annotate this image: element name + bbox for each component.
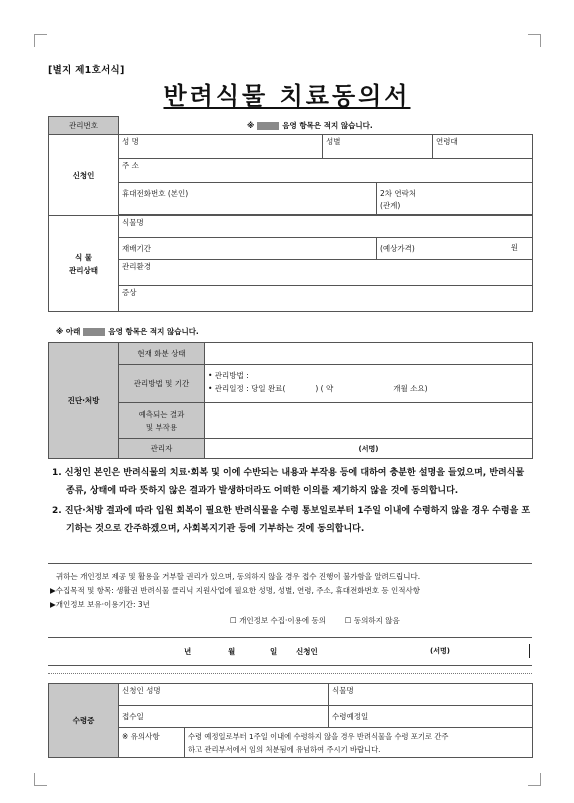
applicant-table bbox=[48, 116, 533, 312]
receipt-applicant-name-field[interactable]: 신청인 성명 bbox=[119, 684, 329, 706]
receipt-section-label: 수령증 bbox=[49, 684, 119, 758]
cursor-mark bbox=[529, 644, 530, 658]
expected-result-field[interactable] bbox=[205, 403, 533, 439]
month-label: 월 bbox=[228, 647, 236, 656]
second-contact-field[interactable]: 2차 연락처 (관계) bbox=[377, 183, 533, 215]
applicant-signature[interactable]: (서명) bbox=[430, 647, 450, 655]
method-period-label: 관리방법 및 기간 bbox=[119, 365, 205, 403]
day-label: 일 bbox=[270, 647, 278, 656]
privacy-purpose: ▶수집목적 및 항목: 생활권 반려식물 클리닉 지원사업에 필요한 성명, 성별, 연령, 주소, 휴대전화번호 등 인적사항 bbox=[50, 586, 420, 595]
price-field[interactable]: (예상가격) 원 bbox=[377, 238, 533, 260]
environment-field[interactable]: 관리환경 bbox=[119, 260, 533, 286]
mid-notice: ※ 아래 음영 항목은 적지 않습니다. bbox=[56, 327, 199, 336]
plant-section-label: 식 물 관리상태 bbox=[49, 216, 119, 312]
name-field[interactable]: 성 명 bbox=[119, 135, 323, 159]
applicant-section-label: 신청인 bbox=[49, 135, 119, 216]
expected-result-label: 예측되는 결과 및 부작용 bbox=[119, 403, 205, 439]
applicant-sign-label: 신청인 bbox=[296, 647, 318, 656]
privacy-bottom-rule bbox=[48, 637, 532, 638]
privacy-block bbox=[50, 570, 534, 628]
privacy-agree-checkbox[interactable]: ☐ 개인정보 수집·이용에 동의 bbox=[230, 616, 326, 625]
privacy-intro: 귀하는 개인정보 제공 및 활용을 거부할 권리가 있으며, 동의하지 않을 경우 접수 진행이 불가함을 알려드립니다. bbox=[56, 572, 421, 581]
caution-text: 수령 예정일로부터 1주일 이내에 수령하지 않을 경우 반려식물을 수령 포기로 간주 하고 관리부서에서 임의 처분됨에 유념하여 주시기 바랍니다. bbox=[185, 728, 533, 758]
consent-block bbox=[52, 464, 532, 540]
won-unit: 원 bbox=[510, 243, 518, 252]
privacy-top-rule bbox=[48, 563, 532, 564]
crop-mark-bottom-right bbox=[528, 773, 541, 786]
address-field[interactable]: 주 소 bbox=[119, 159, 533, 183]
receipt-plant-name-field[interactable]: 식물명 bbox=[329, 684, 533, 706]
symptom-field[interactable]: 증상 bbox=[119, 286, 533, 312]
manager-signature-field[interactable]: (서명) bbox=[205, 439, 533, 459]
cut-line bbox=[48, 673, 532, 674]
diagnosis-section-label: 진단·처방 bbox=[49, 343, 119, 459]
crop-mark-top-left bbox=[34, 34, 47, 47]
crop-mark-bottom-left bbox=[34, 773, 47, 786]
age-field[interactable]: 연령대 bbox=[433, 135, 533, 159]
top-notice: ※ 음영 항목은 적지 않습니다. bbox=[119, 117, 533, 135]
caution-label: ※ 유의사항 bbox=[119, 728, 185, 758]
form-code: [별지 제1호서식] bbox=[48, 65, 125, 76]
year-label: 년 bbox=[184, 647, 192, 656]
cultivation-field[interactable]: 재배기간 bbox=[119, 238, 377, 260]
received-date-field[interactable]: 접수일 bbox=[119, 706, 329, 728]
consent-item-2: 2. 진단·처방 결과에 따라 입원 회복이 필요한 반려식물을 수령 통보일로부터 1주일 이내에 수령하지 않을 경우 수령을 포기하는 것으로 간주하겠으며, 사회복지기관 등에 기부하는 것에 동의합니다. bbox=[52, 506, 531, 534]
current-state-label: 현재 화분 상태 bbox=[119, 343, 205, 365]
shade-swatch-icon bbox=[83, 328, 105, 336]
mobile-field[interactable]: 휴대전화번호 (본인) bbox=[119, 183, 377, 215]
mgmt-no-label: 관리번호 bbox=[49, 117, 119, 135]
shade-swatch-icon bbox=[257, 122, 279, 130]
plant-name-field[interactable]: 식물명 bbox=[119, 216, 533, 238]
consent-item-1: 1. 신청인 본인은 반려식물의 치료·회복 및 이에 수반되는 내용과 부작용 등에 대하여 충분한 설명을 들었으며, 반려식물 종류, 상태에 따라 뜻하지 않은 결과가 발생하더라도 어떠한 이의를 제기하지 않을 것에 동의합니다. bbox=[52, 468, 525, 496]
date-bottom-rule bbox=[48, 665, 532, 666]
privacy-retention: ▶개인정보 보유·이용기간: 3년 bbox=[50, 600, 150, 609]
diagnosis-table bbox=[48, 342, 533, 459]
privacy-disagree-checkbox[interactable]: ☐ 동의하지 않음 bbox=[344, 616, 400, 625]
date-signature-line bbox=[48, 646, 532, 660]
sex-field[interactable]: 성별 bbox=[323, 135, 433, 159]
crop-mark-top-right bbox=[528, 34, 541, 47]
expected-date-field[interactable]: 수령예정일 bbox=[329, 706, 533, 728]
manager-label: 관리자 bbox=[119, 439, 205, 459]
current-state-field[interactable] bbox=[205, 343, 533, 365]
receipt-table bbox=[48, 683, 533, 758]
form-title: 반려식물 치료동의서 bbox=[163, 82, 411, 110]
method-period-field[interactable]: • 관리방법 : • 관리일정 : 당일 완료( ) ( 약 개월 소요) bbox=[205, 365, 533, 403]
